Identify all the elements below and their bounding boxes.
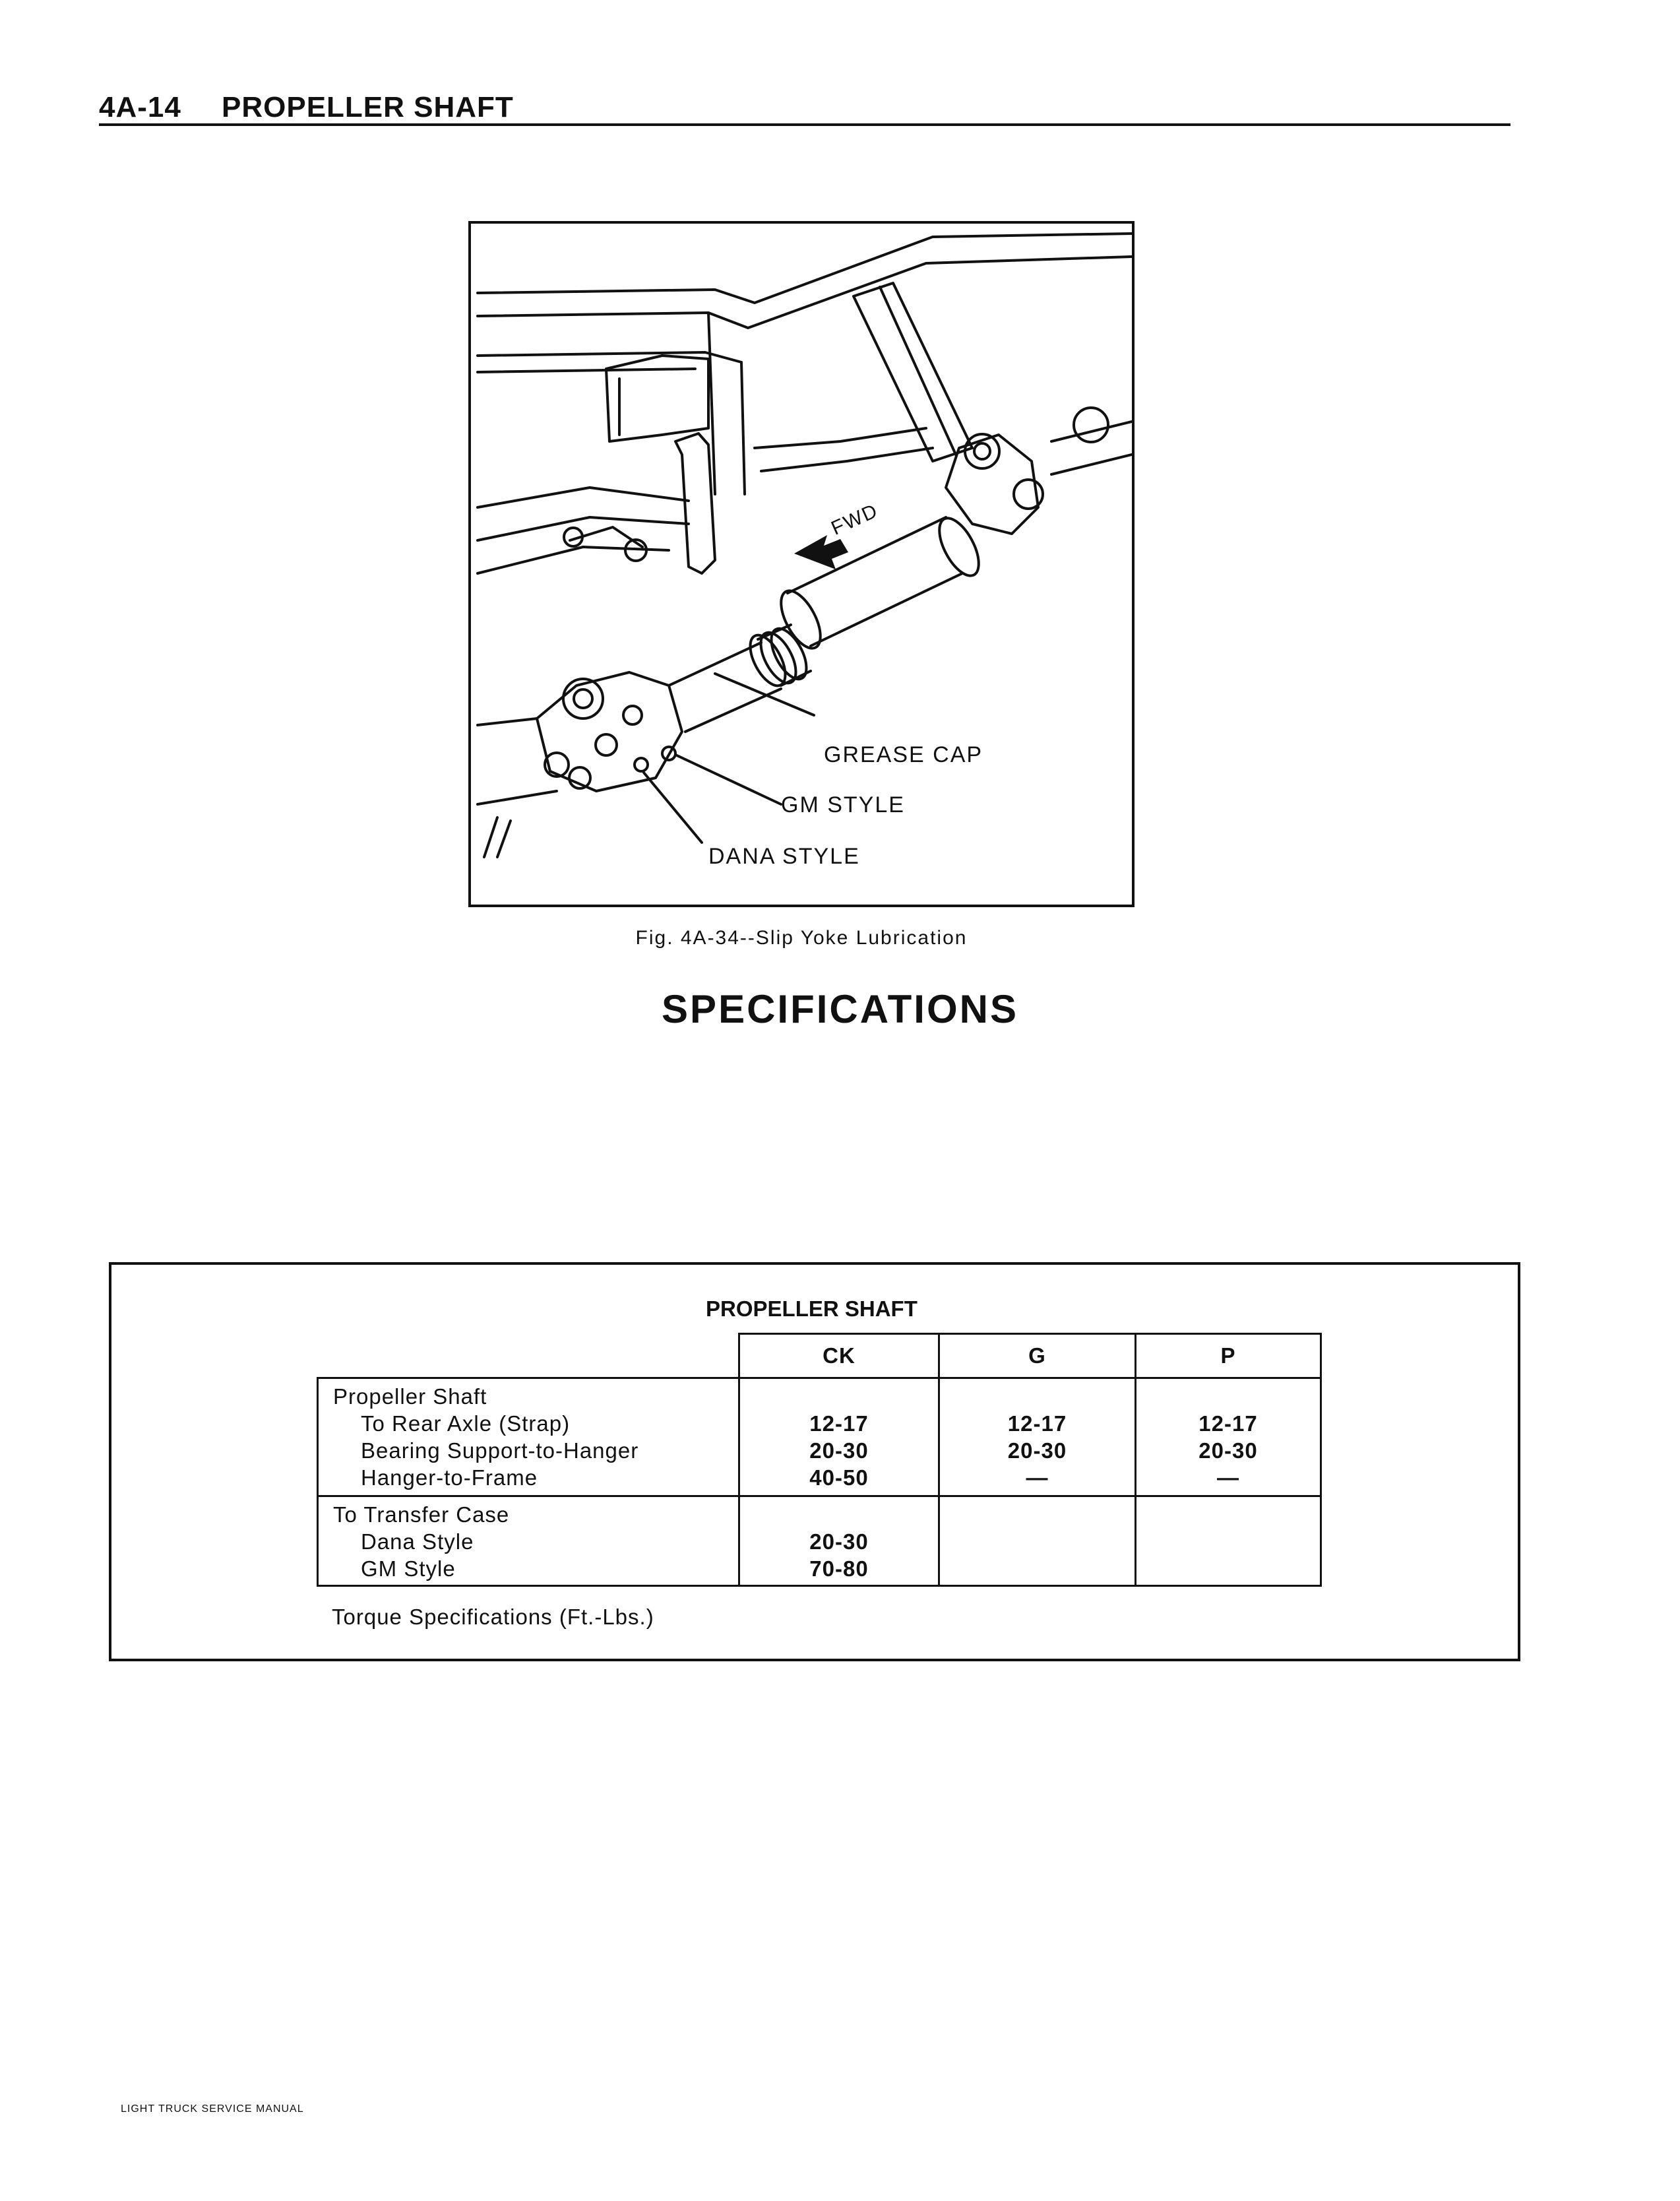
column-header-ck: CK	[739, 1334, 939, 1378]
cell-value: 70-80	[809, 1556, 869, 1581]
row-label: To Rear Axle (Strap)	[361, 1411, 571, 1436]
cell-value: 12-17	[809, 1411, 869, 1436]
cell-value: 20-30	[809, 1529, 869, 1554]
table-row-propeller-shaft	[318, 1378, 1321, 1496]
cell-value: 20-30	[809, 1438, 869, 1463]
cell-value: —	[1217, 1465, 1239, 1490]
figure-caption: Fig. 4A-34--Slip Yoke Lubrication	[635, 927, 968, 949]
row-label: Bearing Support-to-Hanger	[361, 1438, 639, 1463]
gm-style-label: GM STYLE	[781, 792, 905, 817]
column-header-p: P	[1136, 1334, 1321, 1378]
torque-spec-table	[317, 1333, 1322, 1587]
section-title: PROPELLER SHAFT	[222, 91, 514, 123]
cell-value: 12-17	[1007, 1411, 1067, 1436]
manual-name: LIGHT TRUCK SERVICE MANUAL	[121, 2103, 304, 2115]
table-header-row	[318, 1334, 1321, 1378]
cell-value: 20-30	[1007, 1438, 1067, 1463]
row-label: Hanger-to-Frame	[361, 1465, 538, 1490]
page-number: 4A-14	[99, 91, 181, 123]
header-rule	[99, 123, 1510, 126]
cell-value: 20-30	[1198, 1438, 1258, 1463]
cell-value: —	[1026, 1465, 1049, 1490]
group-heading: To Transfer Case	[333, 1502, 510, 1527]
specifications-heading: SPECIFICATIONS	[662, 987, 1018, 1031]
group-heading: Propeller Shaft	[333, 1384, 487, 1409]
page-header	[99, 91, 1510, 124]
table-row-transfer-case	[318, 1496, 1321, 1586]
row-label: Dana Style	[361, 1529, 474, 1554]
grease-cap-label: GREASE CAP	[824, 742, 983, 767]
table-footnote: Torque Specifications (Ft.-Lbs.)	[332, 1605, 654, 1629]
row-label: GM Style	[361, 1556, 456, 1581]
figure-slip-yoke-lubrication	[468, 221, 1135, 907]
cell-value: 12-17	[1198, 1411, 1258, 1436]
dana-style-label: DANA STYLE	[708, 844, 860, 869]
table-title: PROPELLER SHAFT	[706, 1296, 918, 1321]
fwd-label: FWD	[828, 499, 882, 540]
column-header-g: G	[939, 1334, 1136, 1378]
cell-value: 40-50	[809, 1465, 869, 1490]
